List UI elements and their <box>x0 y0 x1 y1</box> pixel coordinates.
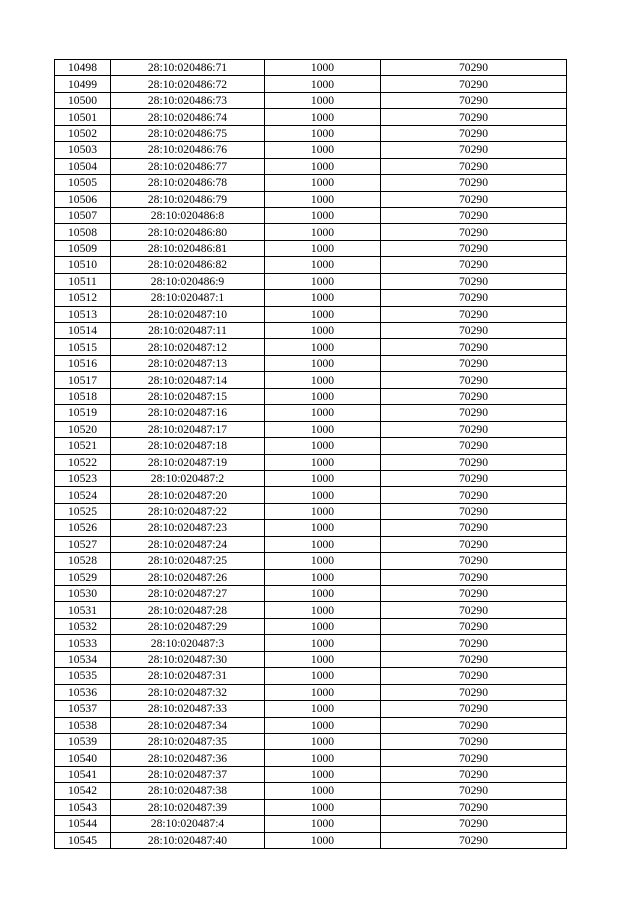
table-row <box>55 76 567 92</box>
value-cell: 70290 <box>381 799 567 815</box>
area-cell: 1000 <box>265 142 381 158</box>
parcel-table <box>54 59 567 849</box>
value-cell: 70290 <box>381 257 567 273</box>
area-cell: 1000 <box>265 520 381 536</box>
row-number-cell: 10522 <box>55 454 111 470</box>
area-cell: 1000 <box>265 125 381 141</box>
area-cell: 1000 <box>265 290 381 306</box>
table-row <box>55 553 567 569</box>
cadastral-number-cell: 28:10:020487:27 <box>111 586 265 602</box>
table-row <box>55 717 567 733</box>
value-cell: 70290 <box>381 306 567 322</box>
cadastral-number-cell: 28:10:020487:26 <box>111 569 265 585</box>
table-row <box>55 158 567 174</box>
table-row <box>55 388 567 404</box>
row-number-cell: 10519 <box>55 405 111 421</box>
table-row <box>55 618 567 634</box>
cadastral-number-cell: 28:10:020486:77 <box>111 158 265 174</box>
row-number-cell: 10533 <box>55 635 111 651</box>
row-number-cell: 10530 <box>55 586 111 602</box>
area-cell: 1000 <box>265 503 381 519</box>
table-row <box>55 421 567 437</box>
row-number-cell: 10523 <box>55 470 111 486</box>
row-number-cell: 10534 <box>55 651 111 667</box>
table-row <box>55 60 567 76</box>
area-cell: 1000 <box>265 750 381 766</box>
cadastral-number-cell: 28:10:020487:17 <box>111 421 265 437</box>
area-cell: 1000 <box>265 207 381 223</box>
cadastral-number-cell: 28:10:020486:79 <box>111 191 265 207</box>
table-row <box>55 701 567 717</box>
area-cell: 1000 <box>265 372 381 388</box>
row-number-cell: 10521 <box>55 438 111 454</box>
cadastral-number-cell: 28:10:020487:37 <box>111 766 265 782</box>
value-cell: 70290 <box>381 323 567 339</box>
value-cell: 70290 <box>381 487 567 503</box>
table-row <box>55 602 567 618</box>
table-row <box>55 783 567 799</box>
value-cell: 70290 <box>381 520 567 536</box>
area-cell: 1000 <box>265 323 381 339</box>
value-cell: 70290 <box>381 355 567 371</box>
table-row <box>55 503 567 519</box>
row-number-cell: 10515 <box>55 339 111 355</box>
table-row <box>55 240 567 256</box>
table-row <box>55 175 567 191</box>
cadastral-number-cell: 28:10:020487:22 <box>111 503 265 519</box>
row-number-cell: 10528 <box>55 553 111 569</box>
table-row <box>55 586 567 602</box>
cadastral-number-cell: 28:10:020487:14 <box>111 372 265 388</box>
value-cell: 70290 <box>381 158 567 174</box>
table-row <box>55 816 567 832</box>
cadastral-number-cell: 28:10:020487:18 <box>111 438 265 454</box>
cadastral-number-cell: 28:10:020487:35 <box>111 733 265 749</box>
cadastral-number-cell: 28:10:020487:24 <box>111 536 265 552</box>
value-cell: 70290 <box>381 372 567 388</box>
table-row <box>55 470 567 486</box>
area-cell: 1000 <box>265 421 381 437</box>
value-cell: 70290 <box>381 224 567 240</box>
value-cell: 70290 <box>381 783 567 799</box>
table-row <box>55 569 567 585</box>
cadastral-number-cell: 28:10:020487:11 <box>111 323 265 339</box>
cadastral-number-cell: 28:10:020486:72 <box>111 76 265 92</box>
row-number-cell: 10504 <box>55 158 111 174</box>
area-cell: 1000 <box>265 224 381 240</box>
cadastral-number-cell: 28:10:020486:8 <box>111 207 265 223</box>
row-number-cell: 10499 <box>55 76 111 92</box>
value-cell: 70290 <box>381 618 567 634</box>
table-row <box>55 109 567 125</box>
row-number-cell: 10529 <box>55 569 111 585</box>
value-cell: 70290 <box>381 684 567 700</box>
row-number-cell: 10512 <box>55 290 111 306</box>
cadastral-number-cell: 28:10:020486:75 <box>111 125 265 141</box>
area-cell: 1000 <box>265 109 381 125</box>
value-cell: 70290 <box>381 109 567 125</box>
area-cell: 1000 <box>265 783 381 799</box>
row-number-cell: 10513 <box>55 306 111 322</box>
area-cell: 1000 <box>265 339 381 355</box>
table-row <box>55 766 567 782</box>
row-number-cell: 10510 <box>55 257 111 273</box>
row-number-cell: 10525 <box>55 503 111 519</box>
value-cell: 70290 <box>381 750 567 766</box>
cadastral-number-cell: 28:10:020487:34 <box>111 717 265 733</box>
value-cell: 70290 <box>381 273 567 289</box>
value-cell: 70290 <box>381 470 567 486</box>
cadastral-number-cell: 28:10:020487:38 <box>111 783 265 799</box>
table-row <box>55 273 567 289</box>
area-cell: 1000 <box>265 553 381 569</box>
cadastral-number-cell: 28:10:020487:30 <box>111 651 265 667</box>
value-cell: 70290 <box>381 733 567 749</box>
row-number-cell: 10514 <box>55 323 111 339</box>
row-number-cell: 10524 <box>55 487 111 503</box>
row-number-cell: 10531 <box>55 602 111 618</box>
value-cell: 70290 <box>381 388 567 404</box>
area-cell: 1000 <box>265 306 381 322</box>
cadastral-number-cell: 28:10:020486:78 <box>111 175 265 191</box>
area-cell: 1000 <box>265 684 381 700</box>
row-number-cell: 10498 <box>55 60 111 76</box>
row-number-cell: 10539 <box>55 733 111 749</box>
cadastral-number-cell: 28:10:020487:4 <box>111 816 265 832</box>
area-cell: 1000 <box>265 454 381 470</box>
cadastral-number-cell: 28:10:020487:40 <box>111 832 265 848</box>
table-row <box>55 651 567 667</box>
cadastral-number-cell: 28:10:020486:74 <box>111 109 265 125</box>
cadastral-number-cell: 28:10:020487:32 <box>111 684 265 700</box>
area-cell: 1000 <box>265 717 381 733</box>
cadastral-number-cell: 28:10:020486:82 <box>111 257 265 273</box>
area-cell: 1000 <box>265 92 381 108</box>
parcel-table-body <box>55 60 567 849</box>
value-cell: 70290 <box>381 717 567 733</box>
area-cell: 1000 <box>265 816 381 832</box>
area-cell: 1000 <box>265 76 381 92</box>
row-number-cell: 10508 <box>55 224 111 240</box>
row-number-cell: 10501 <box>55 109 111 125</box>
area-cell: 1000 <box>265 618 381 634</box>
value-cell: 70290 <box>381 290 567 306</box>
area-cell: 1000 <box>265 651 381 667</box>
cadastral-number-cell: 28:10:020487:2 <box>111 470 265 486</box>
area-cell: 1000 <box>265 355 381 371</box>
cadastral-number-cell: 28:10:020487:12 <box>111 339 265 355</box>
value-cell: 70290 <box>381 635 567 651</box>
area-cell: 1000 <box>265 766 381 782</box>
value-cell: 70290 <box>381 536 567 552</box>
value-cell: 70290 <box>381 766 567 782</box>
value-cell: 70290 <box>381 438 567 454</box>
value-cell: 70290 <box>381 503 567 519</box>
cadastral-number-cell: 28:10:020486:9 <box>111 273 265 289</box>
row-number-cell: 10543 <box>55 799 111 815</box>
table-row <box>55 520 567 536</box>
value-cell: 70290 <box>381 191 567 207</box>
row-number-cell: 10526 <box>55 520 111 536</box>
value-cell: 70290 <box>381 125 567 141</box>
row-number-cell: 10506 <box>55 191 111 207</box>
cadastral-number-cell: 28:10:020487:19 <box>111 454 265 470</box>
value-cell: 70290 <box>381 816 567 832</box>
row-number-cell: 10505 <box>55 175 111 191</box>
cadastral-number-cell: 28:10:020487:25 <box>111 553 265 569</box>
value-cell: 70290 <box>381 832 567 848</box>
area-cell: 1000 <box>265 438 381 454</box>
table-row <box>55 207 567 223</box>
row-number-cell: 10540 <box>55 750 111 766</box>
row-number-cell: 10532 <box>55 618 111 634</box>
row-number-cell: 10527 <box>55 536 111 552</box>
row-number-cell: 10503 <box>55 142 111 158</box>
value-cell: 70290 <box>381 207 567 223</box>
row-number-cell: 10544 <box>55 816 111 832</box>
table-row <box>55 750 567 766</box>
table-row <box>55 306 567 322</box>
area-cell: 1000 <box>265 240 381 256</box>
row-number-cell: 10538 <box>55 717 111 733</box>
value-cell: 70290 <box>381 60 567 76</box>
area-cell: 1000 <box>265 832 381 848</box>
cadastral-number-cell: 28:10:020486:81 <box>111 240 265 256</box>
table-row <box>55 92 567 108</box>
row-number-cell: 10536 <box>55 684 111 700</box>
area-cell: 1000 <box>265 273 381 289</box>
value-cell: 70290 <box>381 421 567 437</box>
cadastral-number-cell: 28:10:020487:1 <box>111 290 265 306</box>
cadastral-number-cell: 28:10:020487:10 <box>111 306 265 322</box>
table-row <box>55 799 567 815</box>
cadastral-number-cell: 28:10:020487:3 <box>111 635 265 651</box>
table-row <box>55 355 567 371</box>
area-cell: 1000 <box>265 60 381 76</box>
cadastral-number-cell: 28:10:020486:73 <box>111 92 265 108</box>
value-cell: 70290 <box>381 668 567 684</box>
area-cell: 1000 <box>265 388 381 404</box>
row-number-cell: 10507 <box>55 207 111 223</box>
table-row <box>55 125 567 141</box>
table-row <box>55 142 567 158</box>
cadastral-number-cell: 28:10:020487:33 <box>111 701 265 717</box>
area-cell: 1000 <box>265 158 381 174</box>
cadastral-number-cell: 28:10:020487:16 <box>111 405 265 421</box>
area-cell: 1000 <box>265 487 381 503</box>
table-row <box>55 191 567 207</box>
table-row <box>55 454 567 470</box>
table-row <box>55 290 567 306</box>
area-cell: 1000 <box>265 257 381 273</box>
area-cell: 1000 <box>265 701 381 717</box>
row-number-cell: 10520 <box>55 421 111 437</box>
table-row <box>55 339 567 355</box>
cadastral-number-cell: 28:10:020486:76 <box>111 142 265 158</box>
value-cell: 70290 <box>381 602 567 618</box>
row-number-cell: 10502 <box>55 125 111 141</box>
row-number-cell: 10537 <box>55 701 111 717</box>
value-cell: 70290 <box>381 405 567 421</box>
row-number-cell: 10541 <box>55 766 111 782</box>
area-cell: 1000 <box>265 586 381 602</box>
table-row <box>55 487 567 503</box>
table-row <box>55 405 567 421</box>
area-cell: 1000 <box>265 602 381 618</box>
value-cell: 70290 <box>381 586 567 602</box>
value-cell: 70290 <box>381 175 567 191</box>
area-cell: 1000 <box>265 405 381 421</box>
area-cell: 1000 <box>265 569 381 585</box>
value-cell: 70290 <box>381 553 567 569</box>
value-cell: 70290 <box>381 76 567 92</box>
row-number-cell: 10511 <box>55 273 111 289</box>
row-number-cell: 10518 <box>55 388 111 404</box>
row-number-cell: 10517 <box>55 372 111 388</box>
cadastral-number-cell: 28:10:020487:31 <box>111 668 265 684</box>
table-row <box>55 438 567 454</box>
table-row <box>55 668 567 684</box>
area-cell: 1000 <box>265 175 381 191</box>
value-cell: 70290 <box>381 240 567 256</box>
row-number-cell: 10516 <box>55 355 111 371</box>
area-cell: 1000 <box>265 470 381 486</box>
area-cell: 1000 <box>265 733 381 749</box>
row-number-cell: 10500 <box>55 92 111 108</box>
value-cell: 70290 <box>381 569 567 585</box>
area-cell: 1000 <box>265 635 381 651</box>
table-row <box>55 832 567 848</box>
table-row <box>55 635 567 651</box>
value-cell: 70290 <box>381 92 567 108</box>
table-row <box>55 536 567 552</box>
value-cell: 70290 <box>381 701 567 717</box>
area-cell: 1000 <box>265 799 381 815</box>
area-cell: 1000 <box>265 191 381 207</box>
table-row <box>55 323 567 339</box>
cadastral-number-cell: 28:10:020487:20 <box>111 487 265 503</box>
value-cell: 70290 <box>381 651 567 667</box>
cadastral-number-cell: 28:10:020487:28 <box>111 602 265 618</box>
area-cell: 1000 <box>265 668 381 684</box>
table-row <box>55 257 567 273</box>
area-cell: 1000 <box>265 536 381 552</box>
table-row <box>55 684 567 700</box>
row-number-cell: 10535 <box>55 668 111 684</box>
cadastral-number-cell: 28:10:020487:15 <box>111 388 265 404</box>
cadastral-number-cell: 28:10:020486:71 <box>111 60 265 76</box>
cadastral-number-cell: 28:10:020487:13 <box>111 355 265 371</box>
cadastral-number-cell: 28:10:020487:39 <box>111 799 265 815</box>
value-cell: 70290 <box>381 142 567 158</box>
row-number-cell: 10545 <box>55 832 111 848</box>
value-cell: 70290 <box>381 454 567 470</box>
table-row <box>55 372 567 388</box>
cadastral-number-cell: 28:10:020487:23 <box>111 520 265 536</box>
row-number-cell: 10542 <box>55 783 111 799</box>
cadastral-number-cell: 28:10:020487:29 <box>111 618 265 634</box>
row-number-cell: 10509 <box>55 240 111 256</box>
cadastral-number-cell: 28:10:020486:80 <box>111 224 265 240</box>
value-cell: 70290 <box>381 339 567 355</box>
cadastral-number-cell: 28:10:020487:36 <box>111 750 265 766</box>
table-row <box>55 224 567 240</box>
table-row <box>55 733 567 749</box>
